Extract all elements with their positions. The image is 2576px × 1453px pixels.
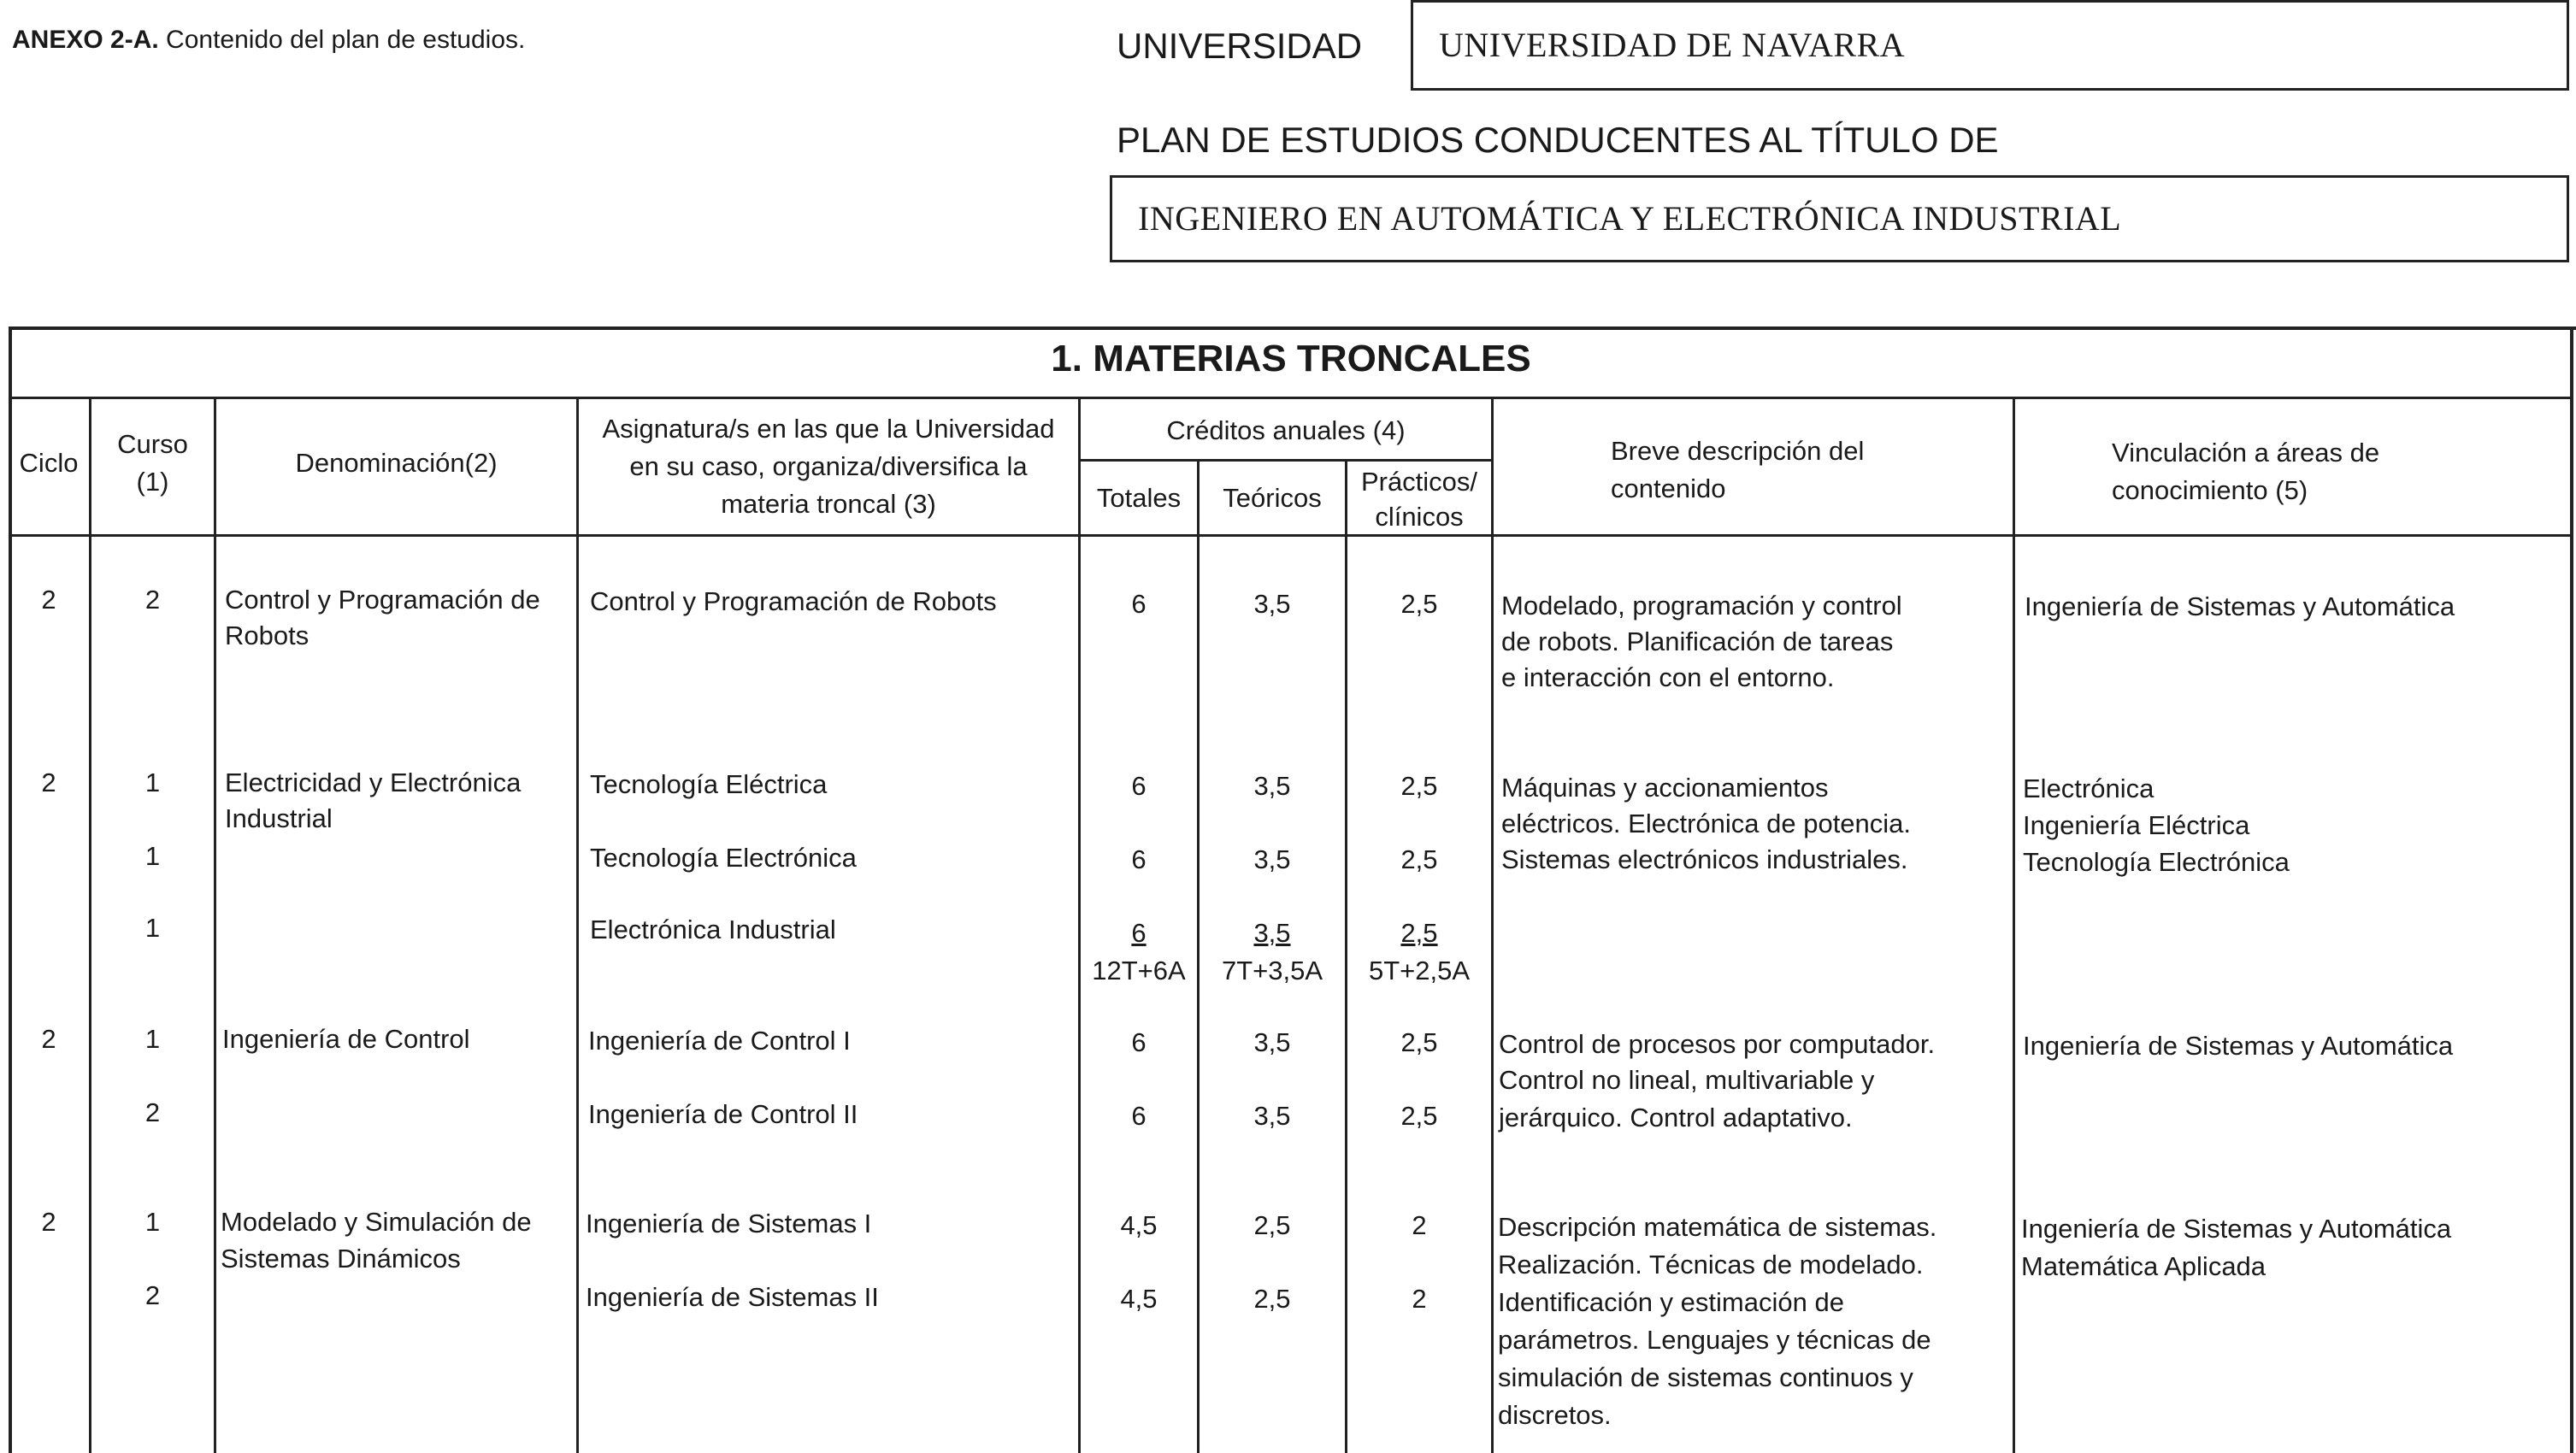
header-ciclo: Ciclo — [19, 448, 79, 478]
row1-totales: 6 — [1131, 589, 1147, 619]
row4-teoricos-b: 2,5 — [1253, 1284, 1291, 1314]
row4-curso-b: 2 — [144, 1280, 161, 1310]
row3-curso-a: 1 — [144, 1024, 161, 1054]
table-left-border — [9, 326, 12, 1453]
row4-asignatura-a: Ingeniería de Sistemas I — [586, 1209, 872, 1238]
row4-curso-a: 1 — [144, 1207, 161, 1237]
header-asignaturas-line3: materia troncal (3) — [721, 489, 936, 519]
row3-totales-a: 6 — [1131, 1027, 1147, 1057]
row1-asignatura: Control y Programación de Robots — [590, 586, 997, 616]
row2-totales-c — [1081, 915, 1197, 952]
header-asignaturas-line1: Asignatura/s en las que la Universidad — [602, 414, 1055, 444]
university-label: UNIVERSIDAD — [1117, 26, 1363, 66]
col-sep-denominacion — [576, 397, 579, 1453]
row1-descripcion-line3: e interacción con el entorno. — [1501, 662, 1835, 692]
row2-curso-b: 1 — [144, 841, 161, 871]
row4-vinculacion-line2: Matemática Aplicada — [2021, 1251, 2267, 1281]
header-curso-line2: (1) — [136, 467, 169, 497]
row2-descripcion-line1: Máquinas y accionamientos — [1501, 773, 1829, 803]
header-creditos: Créditos anuales (4) — [1166, 415, 1406, 445]
row3-teoricos-a: 3,5 — [1253, 1027, 1291, 1057]
creditos-subheader-divider — [1078, 459, 1493, 462]
plan-label: PLAN DE ESTUDIOS CONDUCENTES AL TÍTULO DE — [1117, 120, 1999, 160]
row4-totales-b: 4,5 — [1120, 1284, 1158, 1314]
row2-teoricos-c-value: 3,5 — [1253, 918, 1291, 948]
row2-totales-sum: 12T+6A — [1092, 956, 1186, 985]
row1-curso: 2 — [144, 585, 161, 615]
row4-descripcion-line5: simulación de sistemas continuos y — [1498, 1362, 1913, 1392]
row2-asignatura-c: Electrónica Industrial — [590, 915, 836, 944]
row4-descripcion-line4: parámetros. Lenguajes y técnicas de — [1498, 1325, 1931, 1355]
row2-totales-c-value: 6 — [1131, 918, 1147, 948]
table-top-border — [9, 326, 2576, 330]
row1-descripcion-line1: Modelado, programación y control — [1501, 591, 1902, 621]
header-descripcion-line2: contenido — [1611, 474, 1726, 503]
row4-descripcion-line6: discretos. — [1498, 1400, 1612, 1430]
row2-teoricos-c — [1200, 915, 1345, 952]
row4-descripcion-line3: Identificación y estimación de — [1498, 1287, 1844, 1317]
row2-teoricos-b: 3,5 — [1253, 844, 1291, 874]
row2-practicos-c — [1347, 915, 1491, 952]
row1-vinculacion: Ingeniería de Sistemas y Automática — [2025, 591, 2455, 621]
header-asignaturas-line2: en su caso, organiza/diversifica la — [629, 451, 1028, 481]
row3-teoricos-b: 3,5 — [1253, 1101, 1291, 1131]
row3-practicos-b: 2,5 — [1400, 1101, 1438, 1131]
row2-asignatura-b: Tecnología Electrónica — [590, 843, 857, 873]
row2-descripcion-line2: eléctricos. Electrónica de potencia. — [1501, 809, 1912, 838]
row4-practicos-a: 2 — [1412, 1210, 1427, 1240]
row4-teoricos-a: 2,5 — [1253, 1210, 1291, 1240]
header-practicos-line1: Prácticos/ — [1360, 467, 1478, 497]
annex-description: Contenido del plan de estudios. — [166, 26, 526, 54]
header-bottom-divider — [9, 534, 2573, 537]
row1-denominacion-line1: Control y Programación de — [225, 585, 540, 615]
row1-ciclo: 2 — [41, 585, 56, 615]
row4-denominacion-line2: Sistemas Dinámicos — [221, 1244, 461, 1274]
row2-vinculacion-line1: Electrónica — [2023, 774, 2155, 803]
row4-vinculacion-line1: Ingeniería de Sistemas y Automática — [2021, 1214, 2452, 1244]
col-sep-descripcion — [2013, 397, 2015, 1453]
header-denominacion: Denominación(2) — [295, 448, 498, 478]
section-title: 1. MATERIAS TRONCALES — [1051, 338, 1531, 379]
row2-asignatura-a: Tecnología Eléctrica — [590, 769, 828, 799]
header-practicos-line2: clínicos — [1375, 502, 1464, 532]
row4-practicos-b: 2 — [1412, 1284, 1427, 1314]
row3-vinculacion: Ingeniería de Sistemas y Automática — [2023, 1031, 2454, 1061]
row1-descripcion-line2: de robots. Planificación de tareas — [1501, 626, 1894, 656]
row3-denominacion: Ingeniería de Control — [222, 1024, 470, 1054]
row3-descripcion-line3: jerárquico. Control adaptativo. — [1499, 1103, 1853, 1132]
row4-descripcion-line2: Realización. Técnicas de modelado. — [1498, 1250, 1924, 1279]
col-sep-practicos — [1491, 397, 1494, 1453]
row2-curso-a: 1 — [144, 768, 161, 797]
table-right-border — [2570, 326, 2573, 1453]
row3-practicos-a: 2,5 — [1400, 1027, 1438, 1057]
row4-descripcion-line1: Descripción matemática de sistemas. — [1498, 1212, 1937, 1242]
row2-vinculacion-line2: Ingeniería Eléctrica — [2023, 810, 2250, 840]
university-value: UNIVERSIDAD DE NAVARRA — [1439, 26, 1906, 64]
row2-vinculacion-line3: Tecnología Electrónica — [2023, 847, 2290, 877]
row2-teoricos-a: 3,5 — [1253, 771, 1291, 801]
row1-denominacion-line2: Robots — [225, 621, 309, 650]
header-descripcion-line1: Breve descripción del — [1611, 436, 1865, 466]
row2-teoricos-sum: 7T+3,5A — [1221, 956, 1323, 985]
header-vinculacion-line2: conocimiento (5) — [2112, 475, 2308, 505]
row3-descripcion-line1: Control de procesos por computador. — [1499, 1029, 1936, 1059]
row2-totales-b: 6 — [1131, 844, 1147, 874]
row3-asignatura-a: Ingeniería de Control I — [588, 1026, 851, 1056]
row3-ciclo: 2 — [41, 1024, 56, 1054]
row3-totales-b: 6 — [1131, 1101, 1147, 1131]
row2-descripcion-line3: Sistemas electrónicos industriales. — [1501, 844, 1908, 874]
row2-denominacion-line2: Industrial — [225, 803, 333, 833]
row4-denominacion-line1: Modelado y Simulación de — [221, 1207, 532, 1237]
row2-denominacion-line1: Electricidad y Electrónica — [225, 768, 522, 797]
row2-totales-a: 6 — [1131, 771, 1147, 801]
annex-label: ANEXO 2-A. — [12, 26, 159, 54]
row4-totales-a: 4,5 — [1120, 1210, 1158, 1240]
row2-practicos-sum: 5T+2,5A — [1368, 956, 1471, 985]
row1-practicos: 2,5 — [1400, 589, 1438, 619]
header-vinculacion-line1: Vinculación a áreas de — [2112, 438, 2380, 468]
row2-ciclo: 2 — [41, 768, 56, 797]
row4-ciclo: 2 — [41, 1207, 56, 1237]
section-title-divider — [9, 397, 2573, 399]
row3-descripcion-line2: Control no lineal, multivariable y — [1499, 1065, 1875, 1095]
row2-practicos-a: 2,5 — [1400, 771, 1438, 801]
row3-curso-b: 2 — [144, 1097, 161, 1127]
row1-teoricos: 3,5 — [1253, 589, 1291, 619]
col-sep-curso — [214, 397, 216, 1453]
header-curso-line1: Curso — [117, 429, 188, 459]
header-teoricos: Teóricos — [1223, 483, 1322, 513]
row2-practicos-b: 2,5 — [1400, 844, 1438, 874]
row3-asignatura-b: Ingeniería de Control II — [588, 1099, 858, 1129]
row4-asignatura-b: Ingeniería de Sistemas II — [586, 1282, 879, 1312]
header-totales: Totales — [1096, 483, 1182, 513]
row2-practicos-c-value: 2,5 — [1400, 918, 1438, 948]
row2-curso-c: 1 — [144, 913, 161, 943]
degree-title-value: INGENIERO EN AUTOMÁTICA Y ELECTRÓNICA INDUSTRIAL — [1138, 199, 2122, 238]
